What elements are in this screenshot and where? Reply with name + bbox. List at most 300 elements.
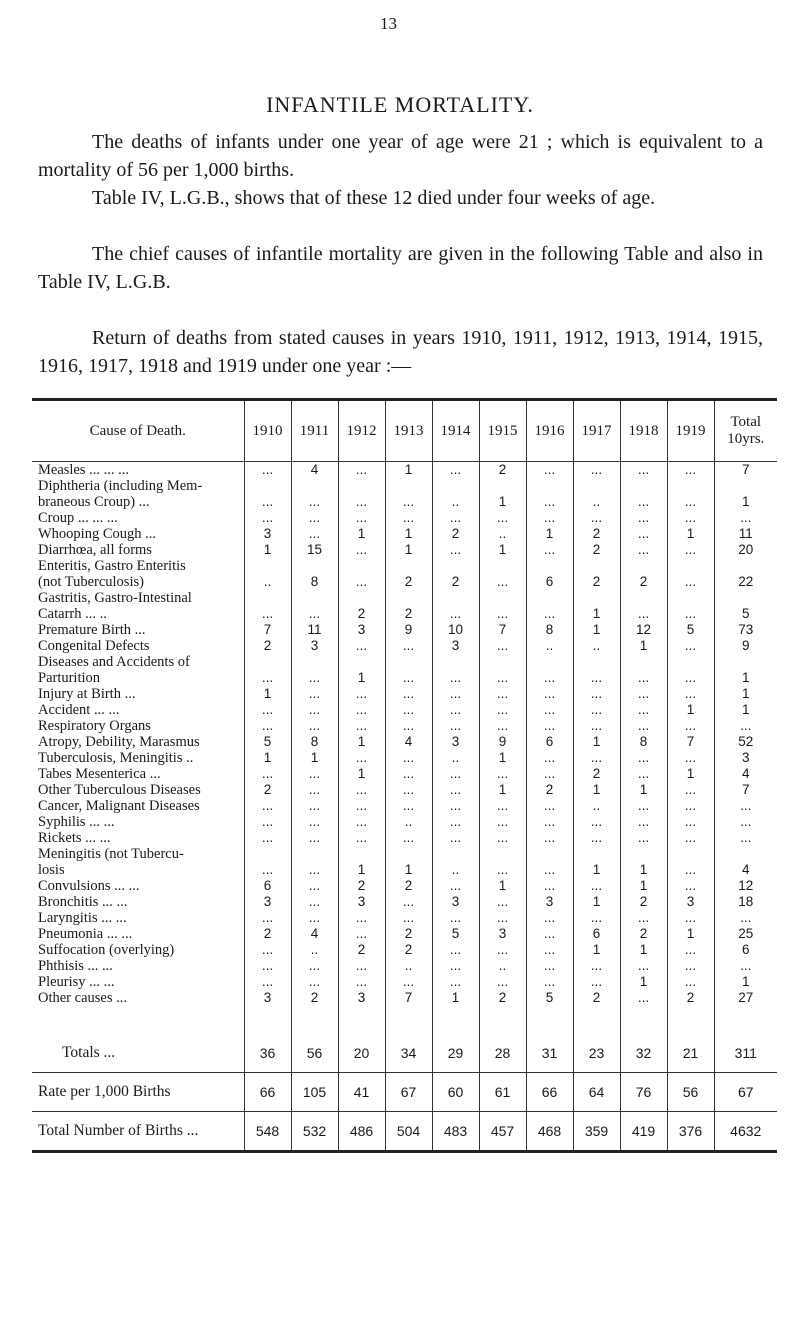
value-cell: 3 [244,894,291,910]
value-cell: 2 [573,766,620,782]
value-cell: 1 [338,766,385,782]
value-cell: ... [526,478,573,510]
value-cell: ... [620,766,667,782]
value-cell: ... [432,942,479,958]
value-cell: ... [385,782,432,798]
value-cell: ... [667,558,714,590]
value-cell: 2 [291,990,338,1006]
cause-row [32,558,777,590]
value-cell: 1 [573,846,620,878]
value-cell: 5 [432,926,479,942]
value-cell: ... [479,718,526,734]
value-cell: 1 [620,974,667,990]
value-cell: ... [573,462,620,479]
value-cell: ... [479,910,526,926]
value-cell: 1 [479,750,526,766]
cause-column-header: Cause of Death. [32,401,244,462]
value-cell: ... [338,718,385,734]
value-cell: 1 [573,622,620,638]
value-cell: ... [479,798,526,814]
cause-row [32,542,777,558]
rate-cell: 64 [573,1073,620,1112]
total-cell: 7 [741,462,750,477]
value-cell: ... [620,510,667,526]
totals-cell: 23 [573,1034,620,1073]
value-cell: ... [667,462,714,479]
cause-row [32,926,777,942]
cause-label: Measles ... ... ... [32,462,244,479]
value-cell: .. [432,750,479,766]
value-cell: 2 [385,878,432,894]
value-cell: ... [385,638,432,654]
value-cell: ... [291,974,338,990]
totals-row [32,1034,777,1073]
value-cell: 2 [338,590,385,622]
value-cell: 2 [385,942,432,958]
value-cell: ... [338,462,385,479]
value-cell: ... [620,654,667,686]
value-cell: 1 [385,846,432,878]
value-cell: .. [291,942,338,958]
value-cell: ... [432,974,479,990]
total-cell: 20 [738,542,754,557]
value-cell: ... [291,766,338,782]
total-cell: 6 [741,942,750,957]
rate-label: Rate per 1,000 Births [32,1073,244,1112]
value-cell: 3 [526,894,573,910]
cause-label: Whooping Cough ... [32,526,244,542]
value-cell: ... [620,526,667,542]
value-cell: ... [244,942,291,958]
value-cell: ... [385,510,432,526]
total-column-header: Total 10yrs. [714,401,777,462]
value-cell: ... [526,702,573,718]
value-cell: 1 [385,526,432,542]
value-cell: ... [338,830,385,846]
cause-label: Tabes Mesenterica ... [32,766,244,782]
cause-row [32,958,777,974]
year-header: 1913 [385,401,432,462]
value-cell: ... [432,958,479,974]
value-cell: .. [244,558,291,590]
value-cell: ... [620,814,667,830]
value-cell: .. [479,526,526,542]
cause-row [32,510,777,526]
table-header-row [32,401,777,462]
value-cell: ... [667,846,714,878]
value-cell: ... [526,942,573,958]
value-cell: ... [338,814,385,830]
value-cell: 10 [432,622,479,638]
cause-label: Diphtheria (including Mem- braneous Croup) ... [32,478,244,510]
value-cell: ... [338,638,385,654]
value-cell: ... [620,702,667,718]
value-cell: 1 [244,750,291,766]
value-cell: 2 [479,990,526,1006]
value-cell: ... [385,478,432,510]
value-cell: ... [479,702,526,718]
value-cell: 12 [620,622,667,638]
value-cell: 3 [338,622,385,638]
value-cell: ... [667,798,714,814]
value-cell: .. [573,798,620,814]
year-header: 1917 [573,401,620,462]
paragraph-chief-causes: The chief causes of infantile mortality are given in the following Table and also in Table IV, L.G.B. [38,243,763,293]
cause-label: Pleurisy ... ... [32,974,244,990]
cause-label: Other Tuberculous Diseases [32,782,244,798]
cause-row [32,894,777,910]
cause-label: Convulsions ... ... [32,878,244,894]
totals-label: Totals ... [32,1034,244,1073]
value-cell: ... [526,830,573,846]
value-cell: ... [573,958,620,974]
totals-cell: 31 [526,1034,573,1073]
value-cell: 1 [573,782,620,798]
value-cell: .. [432,846,479,878]
value-cell: ... [244,478,291,510]
value-cell: 4 [385,734,432,750]
year-header: 1918 [620,401,667,462]
value-cell: 2 [573,542,620,558]
total-cell: ... [740,958,752,973]
value-cell: ... [338,702,385,718]
year-header: 1919 [667,401,714,462]
value-cell: ... [244,590,291,622]
value-cell: 8 [526,622,573,638]
value-cell: ... [338,686,385,702]
infant-mortality-table [32,401,777,1150]
births-cell: 532 [291,1112,338,1151]
spacer-row [32,1006,777,1034]
value-cell: ... [244,814,291,830]
value-cell: ... [432,542,479,558]
value-cell: 2 [432,526,479,542]
value-cell: 3 [432,734,479,750]
value-cell: 1 [385,462,432,479]
births-cell: 359 [573,1112,620,1151]
value-cell: ... [338,510,385,526]
value-cell: 6 [526,558,573,590]
value-cell: 3 [432,894,479,910]
rate-row [32,1073,777,1112]
value-cell: 9 [479,734,526,750]
value-cell: ... [479,510,526,526]
value-cell: ... [667,718,714,734]
cause-row [32,990,777,1006]
cause-row [32,878,777,894]
value-cell: ... [291,718,338,734]
cause-row [32,782,777,798]
value-cell: ... [385,654,432,686]
value-cell: ... [338,782,385,798]
value-cell: 6 [526,734,573,750]
cause-label: Other causes ... [32,990,244,1006]
cause-row [32,734,777,750]
year-header: 1910 [244,401,291,462]
births-cell: 483 [432,1112,479,1151]
cause-row [32,526,777,542]
value-cell: 1 [385,542,432,558]
value-cell: 3 [667,894,714,910]
cause-row [32,766,777,782]
year-header: 1912 [338,401,385,462]
value-cell: ... [526,846,573,878]
value-cell: ... [291,798,338,814]
totals-cell: 29 [432,1034,479,1073]
value-cell: ... [526,926,573,942]
value-cell: ... [385,686,432,702]
value-cell: 7 [479,622,526,638]
value-cell: ... [338,750,385,766]
value-cell: ... [526,974,573,990]
births-cell: 504 [385,1112,432,1151]
paragraph-table-iv: Table IV, L.G.B., shows that of these 12 died under four weeks of age. [92,187,656,209]
value-cell: ... [244,654,291,686]
value-cell: ... [291,510,338,526]
cause-label: Diseases and Accidents of Parturition [32,654,244,686]
value-cell: ... [667,814,714,830]
value-cell: 1 [479,478,526,510]
cause-label: Rickets ... ... [32,830,244,846]
value-cell: ... [526,750,573,766]
value-cell: ... [432,590,479,622]
value-cell: 5 [526,990,573,1006]
value-cell: ... [338,958,385,974]
births-cell: 4632 [714,1112,777,1151]
total-cell: 1 [741,702,750,717]
value-cell: ... [526,718,573,734]
total-cell: 25 [738,926,754,941]
cause-label: Diarrhœa, all forms [32,542,244,558]
value-cell: 2 [385,590,432,622]
value-cell: ... [667,750,714,766]
value-cell: 8 [620,734,667,750]
rate-cell: 41 [338,1073,385,1112]
total-cell: ... [740,814,752,829]
rate-cell: 67 [385,1073,432,1112]
value-cell: ... [291,590,338,622]
value-cell: ... [573,702,620,718]
table-bottom-rule [32,1150,777,1153]
value-cell: ... [385,974,432,990]
value-cell: 2 [526,782,573,798]
cause-label: Croup ... ... ... [32,510,244,526]
value-cell: ... [667,830,714,846]
value-cell: ... [479,830,526,846]
cause-row [32,686,777,702]
cause-row [32,622,777,638]
value-cell: 1 [244,686,291,702]
value-cell: ... [338,910,385,926]
births-label: Total Number of Births ... [32,1112,244,1151]
rate-cell: 66 [526,1073,573,1112]
value-cell: 2 [432,558,479,590]
value-cell: ... [244,958,291,974]
cause-row [32,846,777,878]
value-cell: ... [432,782,479,798]
value-cell: ... [432,798,479,814]
value-cell: ... [244,702,291,718]
value-cell: 2 [620,558,667,590]
cause-row [32,702,777,718]
births-cell: 376 [667,1112,714,1151]
total-cell: ... [740,830,752,845]
rate-cell: 67 [714,1073,777,1112]
cause-label: Premature Birth ... [32,622,244,638]
value-cell: ... [573,750,620,766]
value-cell: 2 [244,782,291,798]
cause-row [32,974,777,990]
value-cell: 3 [244,526,291,542]
rate-cell: 66 [244,1073,291,1112]
cause-label: Suffocation (overlying) [32,942,244,958]
paragraph-return: Return of deaths from stated causes in years 1910, 1911, 1912, 1913, 1914, 1915, 1916, 1917, 1918 and 1919 under one year :— [38,327,763,377]
value-cell: ... [526,910,573,926]
total-cell: 73 [738,622,754,637]
value-cell: 2 [244,638,291,654]
value-cell: ... [667,782,714,798]
value-cell: 1 [620,638,667,654]
value-cell: 1 [667,766,714,782]
value-cell: 1 [573,734,620,750]
value-cell: ... [244,798,291,814]
value-cell: 1 [526,526,573,542]
value-cell: ... [526,462,573,479]
cause-row [32,478,777,510]
value-cell: ... [526,878,573,894]
value-cell: ... [526,510,573,526]
value-cell: 3 [338,894,385,910]
value-cell: ... [479,686,526,702]
value-cell: 5 [244,734,291,750]
value-cell: ... [291,830,338,846]
value-cell: 1 [479,782,526,798]
value-cell: 2 [573,990,620,1006]
cause-rows [32,462,777,1007]
value-cell: ... [479,638,526,654]
value-cell: 1 [573,590,620,622]
value-cell: ... [291,846,338,878]
value-cell: ... [432,510,479,526]
value-cell: 1 [667,526,714,542]
value-cell: 8 [291,734,338,750]
value-cell: ... [667,958,714,974]
value-cell: 3 [291,638,338,654]
value-cell: ... [667,686,714,702]
cause-row [32,798,777,814]
cause-label: Gastritis, Gastro-Intestinal Catarrh ... .. [32,590,244,622]
value-cell: 11 [291,622,338,638]
value-cell: ... [244,462,291,479]
value-cell: 15 [291,542,338,558]
value-cell: ... [479,558,526,590]
value-cell: 1 [338,526,385,542]
total-cell: 9 [741,638,750,653]
value-cell: 2 [338,878,385,894]
value-cell: ... [432,654,479,686]
value-cell: 2 [573,526,620,542]
value-cell: 1 [479,542,526,558]
total-cell: 4 [741,766,750,781]
value-cell: ... [620,590,667,622]
value-cell: ... [432,878,479,894]
total-cell: ... [740,910,752,925]
year-header: 1915 [479,401,526,462]
value-cell: ... [432,462,479,479]
value-cell: ... [432,686,479,702]
total-cell: 1 [741,670,750,685]
value-cell: ... [667,590,714,622]
value-cell: ... [573,830,620,846]
value-cell: 1 [244,542,291,558]
total-cell: 7 [741,782,750,797]
value-cell: ... [526,958,573,974]
value-cell: 1 [620,942,667,958]
value-cell: ... [479,942,526,958]
value-cell: ... [667,942,714,958]
value-cell: ... [244,766,291,782]
value-cell: 2 [244,926,291,942]
value-cell: 2 [338,942,385,958]
value-cell: 2 [620,894,667,910]
value-cell: ... [338,926,385,942]
value-cell: ... [338,798,385,814]
cause-label: Phthisis ... ... [32,958,244,974]
value-cell: ... [432,766,479,782]
value-cell: 2 [573,558,620,590]
total-cell: 1 [741,686,750,701]
value-cell: ... [385,702,432,718]
value-cell: 3 [244,990,291,1006]
cause-label: Respiratory Organs [32,718,244,734]
cause-label: Tuberculosis, Meningitis .. [32,750,244,766]
cause-label: Syphilis ... ... [32,814,244,830]
total-cell: 22 [738,574,754,589]
value-cell: ... [526,766,573,782]
value-cell: ... [385,766,432,782]
value-cell: ... [526,686,573,702]
value-cell: ... [667,542,714,558]
value-cell: ... [338,558,385,590]
cause-label: Injury at Birth ... [32,686,244,702]
value-cell: ... [620,830,667,846]
value-cell: ... [620,990,667,1006]
value-cell: ... [291,702,338,718]
value-cell: 1 [620,846,667,878]
value-cell: ... [291,910,338,926]
page-number: 13 [380,14,397,33]
paragraph-deaths: The deaths of infants under one year of age were 21 ; which is equivalent to a mortality of 56 per 1,000 births. [38,131,763,181]
value-cell: ... [432,830,479,846]
cause-row [32,910,777,926]
rate-cell: 76 [620,1073,667,1112]
value-cell: 5 [667,622,714,638]
section-heading: INFANTILE MORTALITY. [266,92,534,117]
cause-row [32,638,777,654]
value-cell: ... [573,974,620,990]
value-cell: ... [667,654,714,686]
value-cell: ... [620,798,667,814]
total-cell: 4 [741,862,750,877]
year-header: 1916 [526,401,573,462]
total-cell: 5 [741,606,750,621]
value-cell: ... [573,510,620,526]
value-cell: .. [385,814,432,830]
value-cell: ... [291,894,338,910]
total-cell: 11 [738,526,753,541]
total-cell: 12 [738,878,754,893]
value-cell: ... [432,702,479,718]
